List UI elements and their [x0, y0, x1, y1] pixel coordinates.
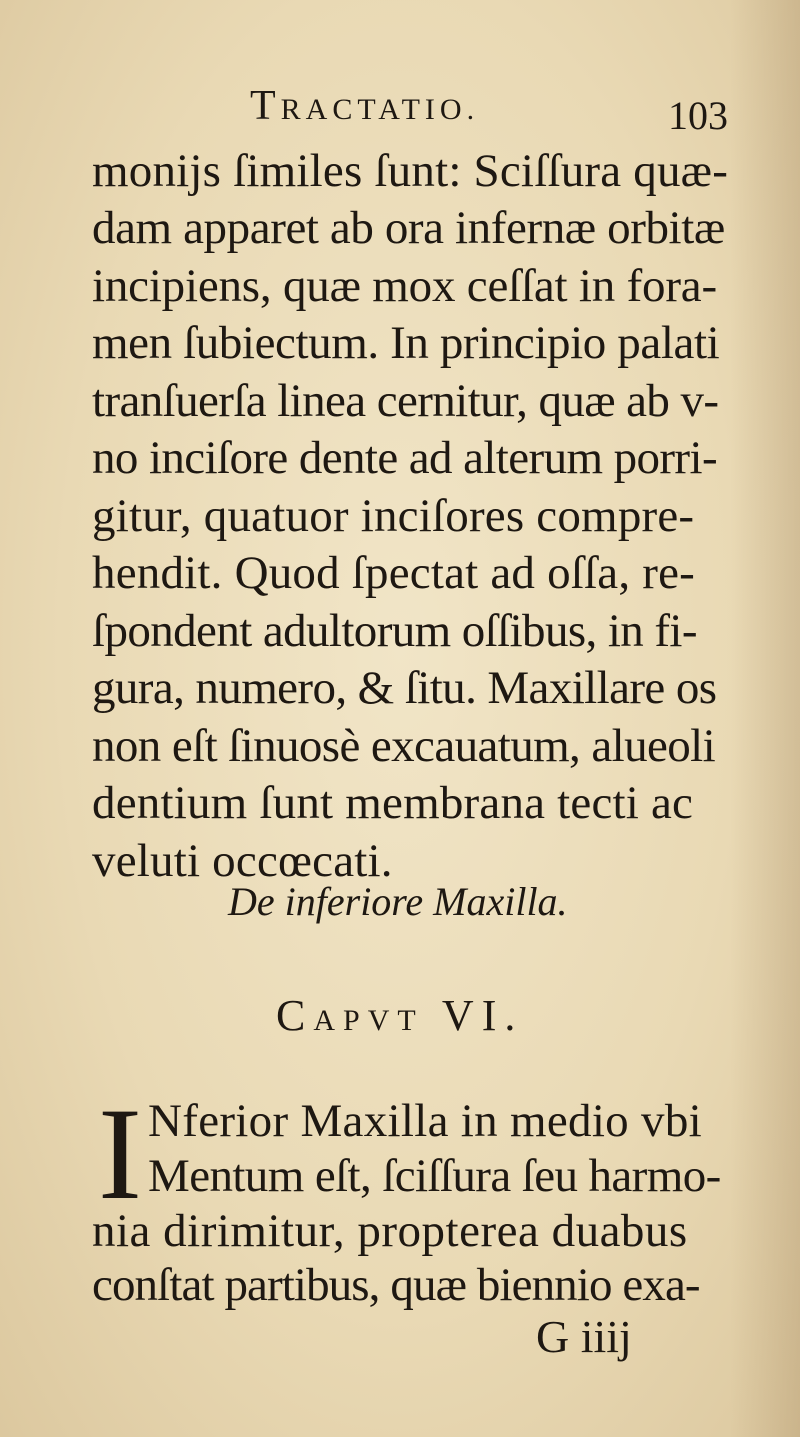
running-head	[250, 82, 479, 130]
running-head-initial: T	[250, 83, 281, 129]
signature-mark: G iiij	[536, 1311, 632, 1362]
chapter-heading	[276, 990, 523, 1041]
running-head-rest: RACTATIO.	[280, 93, 480, 126]
paragraph-line-2: Mentum eſt, ſciſſura ſeu harmo-	[148, 1150, 721, 1202]
chapter-word-rest: APVT	[313, 1004, 424, 1037]
body-line-2: dam apparet ab ora infernæ orbitæ	[92, 202, 725, 254]
page-edge-shadow	[730, 0, 800, 1437]
drop-cap-initial: I	[98, 1080, 142, 1227]
body-line-6: no inciſore dente ad alterum porri-	[92, 432, 717, 484]
page-number: 103	[668, 93, 728, 138]
paragraph-line-1: Nferior Maxilla in medio vbi	[148, 1095, 702, 1147]
body-line-5: tranſuerſa linea cernitur, quæ ab v-	[92, 375, 719, 427]
body-line-1: monijs ſimiles ſunt: Sciſſura quæ-	[92, 145, 729, 197]
body-line-8: hendit. Quod ſpectat ad oſſa, re-	[92, 547, 696, 599]
body-line-9: ſpondent adultorum oſſibus, in fi-	[92, 605, 697, 657]
body-line-11: non eſt ſinuosè excauatum, alueoli	[92, 720, 716, 772]
body-line-7: gitur, quatuor inciſores compre-	[92, 490, 695, 542]
body-line-13: veluti occœcati.	[92, 835, 393, 887]
body-line-4: men ſubiectum. In principio palati	[92, 317, 720, 369]
section-title: De inferiore Maxilla.	[228, 879, 568, 924]
paragraph-line-4: conſtat partibus, quæ biennio exa-	[92, 1259, 700, 1311]
body-line-3: incipiens, quæ mox ceſſat in fora-	[92, 260, 717, 312]
body-line-10: gura, numero, & ſitu. Maxillare os	[92, 662, 717, 714]
chapter-initial: C	[276, 991, 314, 1040]
paragraph-line-3: nia dirimitur, propterea duabus	[92, 1205, 688, 1257]
chapter-number: VI.	[441, 991, 524, 1040]
body-line-12: dentium ſunt membrana tecti ac	[92, 777, 694, 829]
